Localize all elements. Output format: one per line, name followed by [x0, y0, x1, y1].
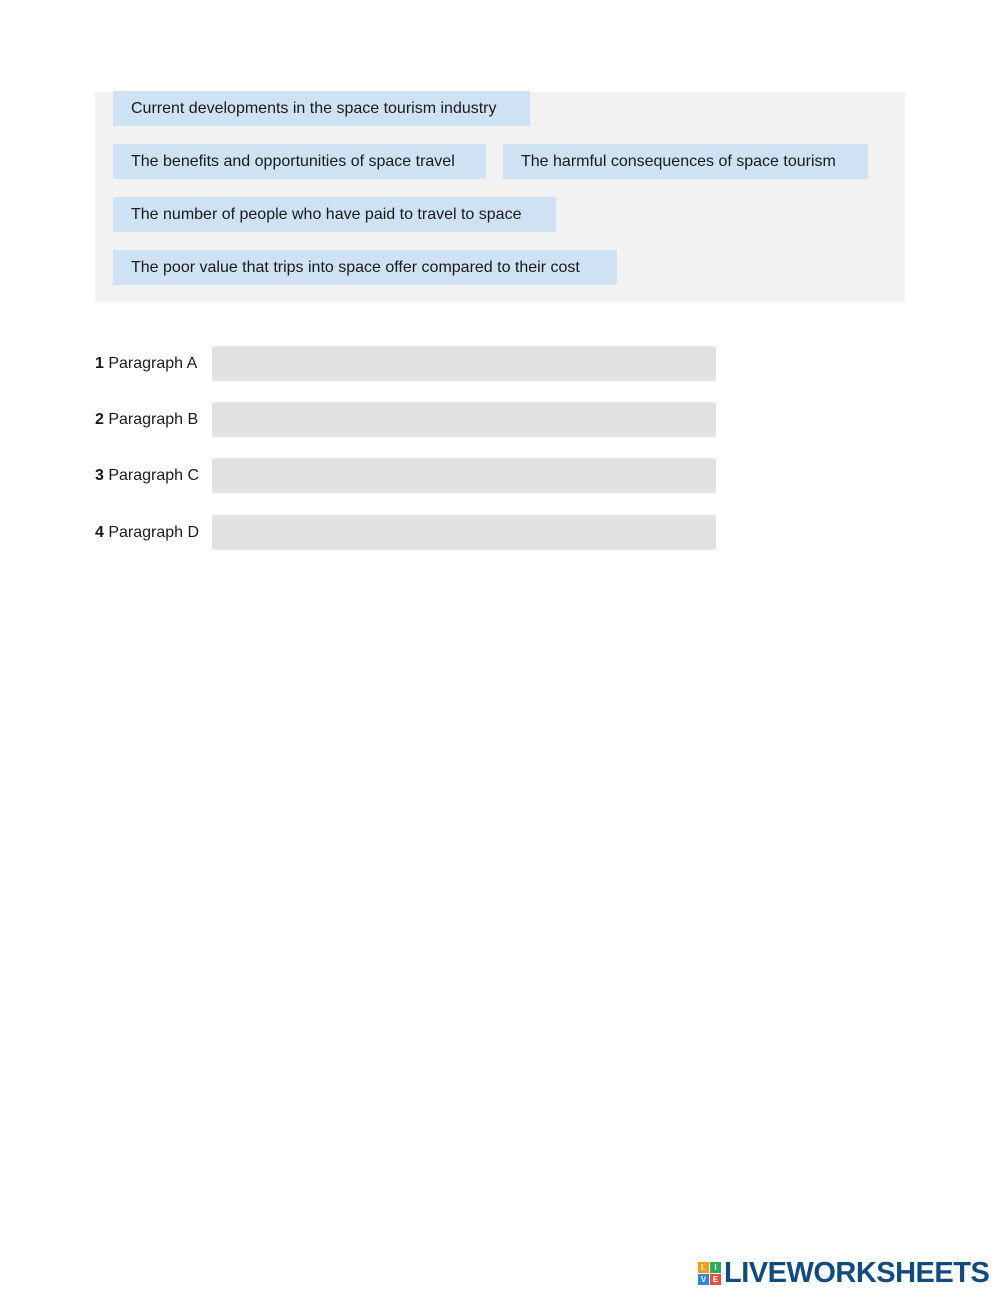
answer-paragraph-name: Paragraph C [108, 467, 200, 484]
answer-label [95, 458, 199, 493]
answer-number: 3 [95, 467, 104, 484]
answer-paragraph-name: Paragraph B [108, 411, 199, 428]
answer-label [95, 515, 199, 550]
option-chip-benefits-opportunities[interactable]: The benefits and opportunities of space travel [113, 144, 486, 179]
option-chip-poor-value[interactable]: The poor value that trips into space offer compared to their cost [113, 250, 617, 285]
logo-letter-v: V [698, 1274, 709, 1285]
brand-name: LIVEWORKSHEETS [724, 1257, 990, 1289]
answer-number: 2 [95, 411, 104, 428]
option-chip-current-developments[interactable]: Current developments in the space tourism industry [113, 91, 530, 126]
drop-target-paragraph-d[interactable] [212, 515, 716, 550]
option-chip-harmful-consequences[interactable]: The harmful consequences of space tourism [503, 144, 868, 179]
answer-number: 4 [95, 524, 104, 541]
answer-number: 1 [95, 355, 104, 372]
answer-paragraph-name: Paragraph D [108, 524, 200, 541]
logo-letter-e: E [710, 1274, 721, 1285]
drop-target-paragraph-b[interactable] [212, 402, 716, 437]
option-chip-number-of-people[interactable]: The number of people who have paid to travel to space [113, 197, 556, 232]
answer-label [95, 346, 197, 381]
answer-paragraph-name: Paragraph A [108, 355, 198, 372]
liveworksheets-logo [698, 1258, 989, 1288]
logo-mark-icon [698, 1262, 721, 1285]
answer-label [95, 402, 198, 437]
logo-letter-i: I [710, 1262, 721, 1273]
logo-letter-l: L [698, 1262, 709, 1273]
drop-target-paragraph-c[interactable] [212, 458, 716, 493]
drop-target-paragraph-a[interactable] [212, 346, 716, 381]
